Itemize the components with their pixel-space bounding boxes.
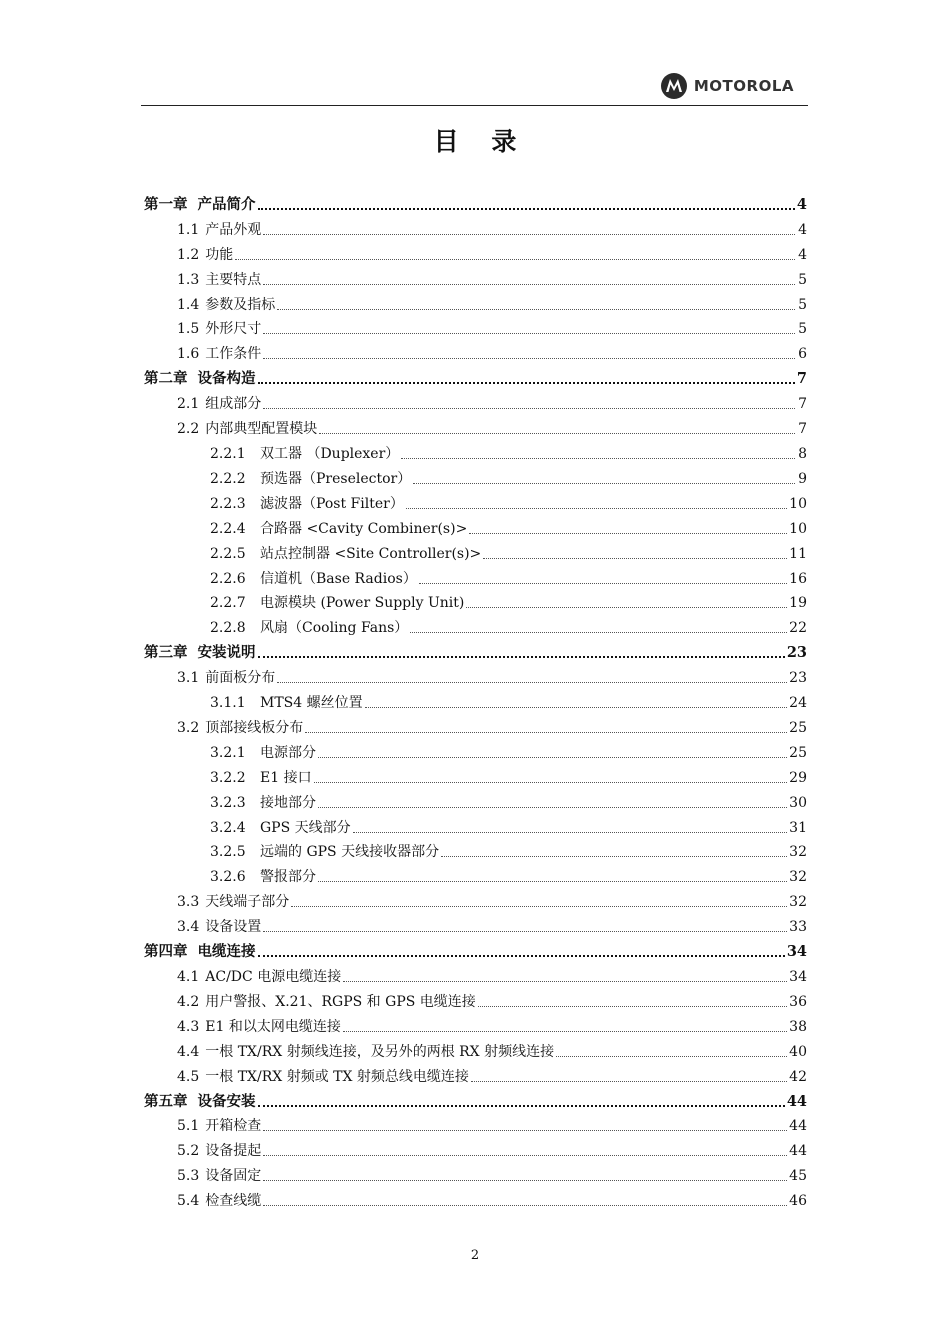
toc-entry-page: 32 bbox=[789, 869, 807, 886]
toc-dot-leader bbox=[406, 508, 787, 509]
toc-entry-number: 4.1 bbox=[177, 969, 200, 985]
toc-entry-title: AC/DC 电源电缆连接 bbox=[205, 969, 342, 985]
toc-entry-number: 4.2 bbox=[177, 993, 200, 1010]
toc-entry-title: E1 和以太网电缆连接 bbox=[205, 1018, 341, 1035]
toc-entry-page: 22 bbox=[789, 620, 807, 637]
toc-dot-leader bbox=[353, 832, 788, 833]
toc-entry-page: 23 bbox=[789, 670, 807, 687]
toc-chapter-entry[interactable] bbox=[144, 364, 807, 389]
toc-entry[interactable] bbox=[144, 987, 807, 1012]
toc-entry-title: 合路器 <Cavity Combiner(s)> bbox=[260, 520, 468, 537]
toc-entry-title: 天线端子部分 bbox=[205, 894, 290, 911]
toc-entry[interactable] bbox=[144, 215, 807, 240]
toc-entry-number: 5.1 bbox=[177, 1118, 200, 1135]
toc-entry-number: 5.2 bbox=[177, 1143, 200, 1160]
toc-entry-number: 3.2.2 bbox=[210, 769, 246, 786]
page-number: 2 bbox=[470, 1248, 480, 1263]
toc-entry[interactable] bbox=[144, 1112, 807, 1137]
toc-entry[interactable] bbox=[144, 290, 807, 315]
toc-entry-title: 检查线缆 bbox=[205, 1193, 262, 1210]
toc-dot-leader bbox=[258, 382, 795, 384]
toc-entry-number: 3.2.5 bbox=[210, 844, 246, 861]
toc-entry[interactable] bbox=[144, 464, 807, 489]
toc-dot-leader bbox=[277, 682, 787, 683]
toc-dot-leader bbox=[413, 483, 795, 484]
toc-entry-number: 1.2 bbox=[177, 246, 200, 263]
toc-entry-title: 产品简介 bbox=[197, 195, 256, 213]
toc-entry-page: 4 bbox=[798, 221, 807, 238]
toc-dot-leader bbox=[263, 1205, 787, 1206]
toc-dot-leader bbox=[263, 408, 795, 409]
toc-entry-number: 2.2.2 bbox=[210, 470, 246, 487]
toc-entry-title: 远端的 GPS 天线接收器部分 bbox=[260, 844, 440, 861]
toc-entry-number: 2.2.4 bbox=[210, 520, 246, 537]
toc-entry-number: 3.4 bbox=[177, 919, 200, 936]
toc-entry-page: 7 bbox=[798, 396, 807, 413]
toc-dot-leader bbox=[263, 333, 795, 334]
toc-entry-page: 32 bbox=[789, 844, 807, 861]
toc-entry-page: 24 bbox=[789, 695, 807, 712]
toc-entry-page: 36 bbox=[789, 993, 807, 1010]
toc-entry-number: 2.2.1 bbox=[210, 445, 246, 462]
toc-dot-leader bbox=[343, 981, 787, 982]
toc-dot-leader bbox=[410, 632, 787, 633]
toc-entry[interactable] bbox=[144, 315, 807, 340]
toc-entry-page: 33 bbox=[789, 919, 807, 936]
toc-entry-title: 接地部分 bbox=[260, 794, 316, 811]
toc-entry-title: 功能 bbox=[205, 246, 234, 263]
toc-dot-leader bbox=[263, 358, 795, 359]
toc-entry-page: 8 bbox=[798, 445, 807, 462]
toc-entry[interactable] bbox=[144, 265, 807, 290]
toc-entry-title: 站点控制器 <Site Controller(s)> bbox=[260, 545, 482, 562]
toc-dot-leader bbox=[318, 881, 787, 882]
toc-entry-page: 23 bbox=[786, 644, 807, 662]
toc-entry-title: 工作条件 bbox=[205, 346, 262, 363]
toc-entry-number: 2.2.6 bbox=[210, 570, 246, 587]
toc-entry-page: 38 bbox=[789, 1018, 807, 1035]
toc-entry-title: 安装说明 bbox=[197, 644, 256, 662]
toc-entry[interactable] bbox=[144, 962, 807, 987]
toc-entry[interactable] bbox=[144, 912, 807, 937]
toc-dot-leader bbox=[277, 309, 795, 310]
toc-entry-page: 16 bbox=[789, 570, 807, 587]
toc-dot-leader bbox=[291, 906, 787, 907]
toc-entry-page: 11 bbox=[789, 545, 807, 562]
toc-entry-page: 34 bbox=[789, 969, 807, 985]
page-header bbox=[141, 70, 808, 106]
toc-entry-page: 7 bbox=[798, 421, 807, 438]
toc-entry-title: 一根 TX/RX 射频或 TX 射频总线电缆连接 bbox=[205, 1068, 469, 1085]
toc-entry-number: 2.1 bbox=[177, 396, 200, 413]
toc-entry-title: 外形尺寸 bbox=[205, 321, 262, 338]
toc-entry-page: 44 bbox=[786, 1092, 807, 1110]
toc-dot-leader bbox=[235, 259, 795, 260]
toc-entry[interactable] bbox=[144, 1062, 807, 1087]
toc-dot-leader bbox=[263, 284, 795, 285]
toc-entry-page: 45 bbox=[789, 1168, 807, 1185]
toc-entry-title: GPS 天线部分 bbox=[260, 819, 351, 836]
toc-entry-title: 参数及指标 bbox=[205, 296, 276, 313]
toc-entry[interactable] bbox=[144, 240, 807, 265]
toc-entry-page: 19 bbox=[789, 595, 807, 612]
toc-entry-title: E1 接口 bbox=[260, 769, 312, 786]
toc-entry[interactable] bbox=[144, 1136, 807, 1161]
header-rule bbox=[141, 105, 808, 106]
toc-dot-leader bbox=[258, 208, 795, 210]
toc-dot-leader bbox=[263, 1155, 787, 1156]
toc-entry-title: 电缆连接 bbox=[197, 943, 256, 961]
toc-entry-page: 31 bbox=[789, 819, 807, 836]
toc-entry-title: 一根 TX/RX 射频线连接，及另外的两根 RX 射频线连接 bbox=[205, 1043, 555, 1060]
toc-entry[interactable] bbox=[144, 589, 807, 614]
toc-dot-leader bbox=[263, 1130, 787, 1131]
toc-entry-number: 5.4 bbox=[177, 1193, 200, 1210]
toc-entry-page: 10 bbox=[789, 520, 807, 537]
toc-entry-number: 4.5 bbox=[177, 1068, 200, 1085]
toc-entry[interactable] bbox=[144, 1037, 807, 1062]
toc-entry-number: 2.2.5 bbox=[210, 545, 246, 562]
toc-entry[interactable] bbox=[144, 838, 807, 863]
toc-entry-page: 40 bbox=[789, 1043, 807, 1060]
toc-dot-leader bbox=[258, 955, 785, 957]
toc-entry-number: 1.4 bbox=[177, 296, 200, 313]
toc-entry[interactable] bbox=[144, 414, 807, 439]
motorola-logo bbox=[660, 72, 794, 100]
toc-entry[interactable] bbox=[144, 514, 807, 539]
toc-entry[interactable] bbox=[144, 887, 807, 912]
toc-dot-leader bbox=[314, 782, 788, 783]
toc-entry[interactable] bbox=[144, 663, 807, 688]
toc-dot-leader bbox=[469, 533, 787, 534]
toc-chapter-entry[interactable] bbox=[144, 1087, 807, 1112]
toc-entry-page: 5 bbox=[798, 321, 807, 338]
logo-wordmark: MOTOROLA bbox=[693, 77, 794, 95]
toc-entry-title: 设备安装 bbox=[197, 1092, 256, 1110]
page-title: 目 录 bbox=[433, 127, 529, 156]
toc-entry-title: 设备固定 bbox=[205, 1168, 262, 1185]
toc-entry-title: 设备构造 bbox=[197, 370, 256, 388]
toc-entry[interactable] bbox=[144, 389, 807, 414]
toc-entry-number: 3.2 bbox=[177, 719, 200, 736]
toc-entry-page: 25 bbox=[789, 719, 807, 736]
toc-entry-page: 5 bbox=[798, 271, 807, 288]
toc-entry-title: 设备设置 bbox=[205, 919, 262, 936]
toc-entry[interactable] bbox=[144, 439, 807, 464]
toc-dot-leader bbox=[441, 856, 787, 857]
toc-entry-title: 电源部分 bbox=[260, 744, 316, 761]
toc-dot-leader bbox=[263, 234, 795, 235]
toc-entry-number: 1.3 bbox=[177, 271, 200, 288]
toc-entry-number: 1.5 bbox=[177, 321, 200, 338]
toc-dot-leader bbox=[319, 433, 795, 434]
toc-entry-title: 顶部接线板分布 bbox=[205, 719, 304, 736]
toc-entry-page: 42 bbox=[789, 1068, 807, 1085]
toc-entry-number: 3.3 bbox=[177, 894, 200, 911]
toc-entry-page: 30 bbox=[789, 794, 807, 811]
toc-entry-title: 用户警报、X.21、RGPS 和 GPS 电缆连接 bbox=[205, 993, 476, 1010]
toc-entry[interactable] bbox=[144, 688, 807, 713]
toc-entry-number: 3.2.1 bbox=[210, 744, 246, 761]
toc-chapter-entry[interactable] bbox=[144, 190, 807, 215]
toc-entry-page: 4 bbox=[796, 195, 807, 213]
toc-dot-leader bbox=[365, 707, 788, 708]
toc-entry[interactable] bbox=[144, 862, 807, 887]
toc-entry-number: 2.2.3 bbox=[210, 495, 246, 512]
toc-dot-leader bbox=[401, 458, 795, 459]
toc-chapter-entry[interactable] bbox=[144, 638, 807, 663]
toc-dot-leader bbox=[466, 607, 787, 608]
toc-entry-title: 预选器（Preselector） bbox=[260, 470, 412, 487]
toc-entry-title: 主要特点 bbox=[205, 271, 262, 288]
toc-entry-number: 4.3 bbox=[177, 1018, 200, 1035]
toc-entry[interactable] bbox=[144, 1012, 807, 1037]
toc-entry-title: 开箱检查 bbox=[205, 1118, 262, 1135]
toc-entry-number: 2.2.8 bbox=[210, 620, 246, 637]
toc-entry[interactable] bbox=[144, 613, 807, 638]
toc-entry-number: 2.2 bbox=[177, 421, 200, 438]
toc-chapter-entry[interactable] bbox=[144, 937, 807, 962]
toc-entry[interactable] bbox=[144, 813, 807, 838]
toc-entry-number: 第二章 bbox=[144, 370, 188, 388]
toc-entry-page: 34 bbox=[786, 943, 807, 961]
toc-entry-title: 产品外观 bbox=[205, 221, 262, 238]
toc-entry-page: 46 bbox=[789, 1193, 807, 1210]
toc-entry-number: 3.1 bbox=[177, 670, 200, 687]
toc-entry-number: 3.1.1 bbox=[210, 695, 246, 712]
table-of-contents bbox=[144, 190, 807, 1211]
toc-entry-number: 5.3 bbox=[177, 1168, 200, 1185]
toc-entry[interactable] bbox=[144, 788, 807, 813]
toc-entry[interactable] bbox=[144, 1186, 807, 1211]
toc-entry-title: 设备提起 bbox=[205, 1143, 262, 1160]
toc-entry-number: 2.2.7 bbox=[210, 595, 246, 612]
toc-entry-number: 3.2.6 bbox=[210, 869, 246, 886]
toc-entry-title: 组成部分 bbox=[205, 396, 262, 413]
toc-entry-title: 警报部分 bbox=[260, 869, 316, 886]
toc-entry-page: 32 bbox=[789, 894, 807, 911]
toc-entry[interactable] bbox=[144, 738, 807, 763]
toc-entry[interactable] bbox=[144, 564, 807, 589]
toc-dot-leader bbox=[258, 656, 785, 658]
toc-dot-leader bbox=[343, 1031, 787, 1032]
toc-entry-page: 10 bbox=[789, 495, 807, 512]
toc-entry-title: 前面板分布 bbox=[205, 670, 276, 687]
toc-entry-number: 1.6 bbox=[177, 346, 200, 363]
toc-entry-title: 滤波器（Post Filter） bbox=[260, 495, 404, 512]
toc-entry-page: 44 bbox=[789, 1143, 807, 1160]
toc-dot-leader bbox=[318, 757, 787, 758]
toc-dot-leader bbox=[478, 1006, 787, 1007]
toc-dot-leader bbox=[483, 558, 787, 559]
toc-entry-number: 3.2.3 bbox=[210, 794, 246, 811]
toc-entry[interactable] bbox=[144, 713, 807, 738]
toc-entry-title: 电源模块 (Power Supply Unit) bbox=[260, 595, 465, 612]
toc-entry-number: 第四章 bbox=[144, 943, 188, 961]
toc-entry[interactable] bbox=[144, 339, 807, 364]
toc-entry-number: 第三章 bbox=[144, 644, 188, 662]
toc-entry-number: 3.2.4 bbox=[210, 819, 246, 836]
motorola-batwing-icon bbox=[660, 72, 688, 100]
toc-entry-number: 第五章 bbox=[144, 1092, 188, 1110]
toc-entry-page: 9 bbox=[798, 470, 807, 487]
toc-entry-number: 4.4 bbox=[177, 1043, 200, 1060]
toc-entry[interactable] bbox=[144, 539, 807, 564]
toc-entry-page: 25 bbox=[789, 744, 807, 761]
toc-entry-number: 第一章 bbox=[144, 195, 188, 213]
toc-dot-leader bbox=[318, 807, 787, 808]
toc-entry[interactable] bbox=[144, 489, 807, 514]
toc-dot-leader bbox=[258, 1105, 785, 1107]
toc-entry-page: 44 bbox=[789, 1118, 807, 1135]
toc-dot-leader bbox=[556, 1056, 787, 1057]
toc-dot-leader bbox=[471, 1081, 787, 1082]
toc-entry[interactable] bbox=[144, 1161, 807, 1186]
toc-entry-page: 7 bbox=[796, 370, 807, 388]
toc-entry-page: 4 bbox=[798, 246, 807, 263]
toc-dot-leader bbox=[263, 1180, 787, 1181]
toc-entry-title: 风扇（Cooling Fans） bbox=[260, 620, 409, 637]
toc-dot-leader bbox=[263, 931, 787, 932]
toc-entry-page: 29 bbox=[789, 769, 807, 786]
toc-entry-title: 内部典型配置模块 bbox=[205, 421, 318, 438]
toc-dot-leader bbox=[419, 583, 787, 584]
toc-dot-leader bbox=[305, 732, 787, 733]
toc-entry-page: 6 bbox=[798, 346, 807, 363]
toc-entry[interactable] bbox=[144, 763, 807, 788]
toc-entry-number: 1.1 bbox=[177, 221, 200, 238]
toc-entry-title: 信道机（Base Radios） bbox=[260, 570, 417, 587]
toc-entry-page: 5 bbox=[798, 296, 807, 313]
toc-entry-title: 双工器 （Duplexer） bbox=[260, 445, 400, 462]
toc-entry-title: MTS4 螺丝位置 bbox=[260, 695, 363, 712]
